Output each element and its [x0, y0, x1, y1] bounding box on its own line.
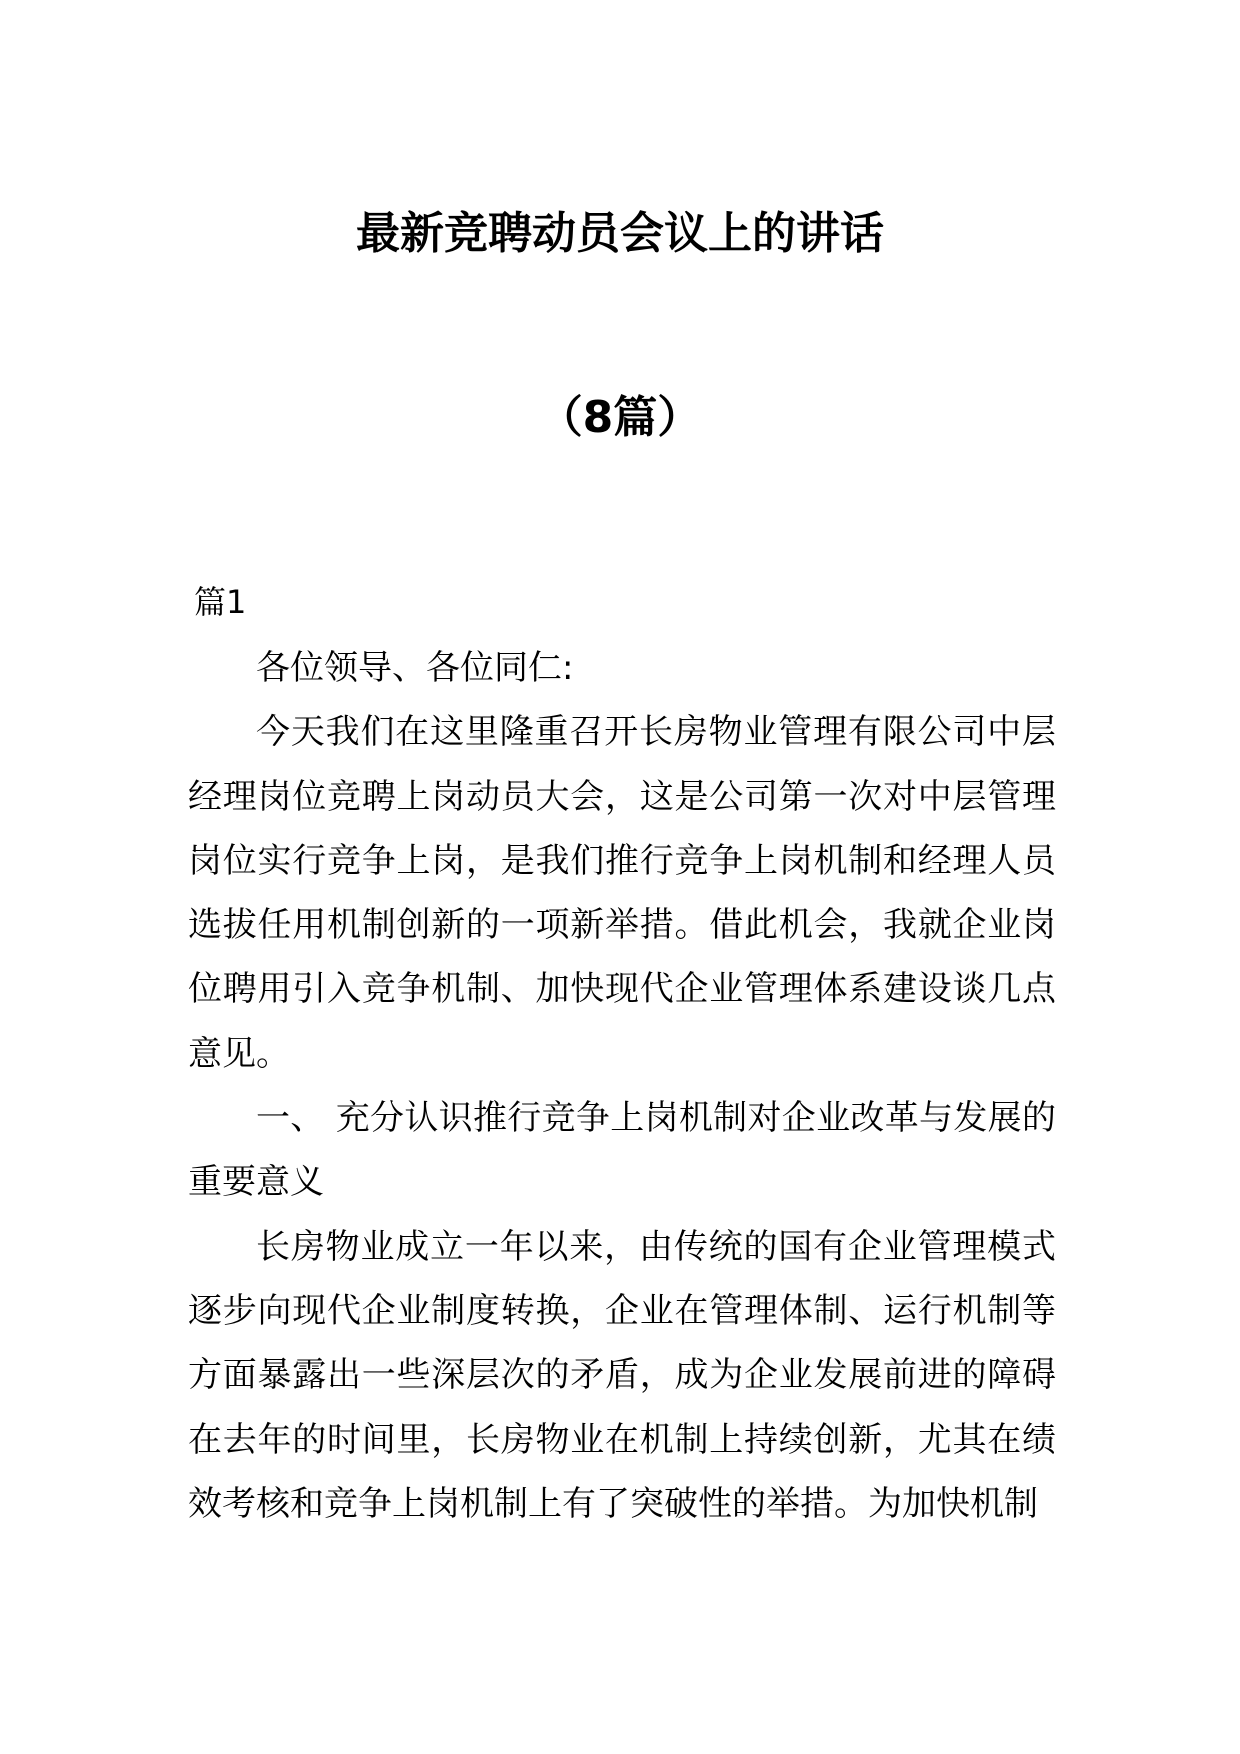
paragraph-heading-one: 一、 充分认识推行竞争上岗机制对企业改革与发展的重要意义 [188, 1098, 1056, 1203]
document-subtitle: （8篇） [538, 392, 702, 443]
paragraph-salutation: 各位领导、各位同仁: [256, 648, 574, 688]
document-title: 最新竞聘动员会议上的讲话 [356, 208, 884, 259]
section-label: 篇1 [194, 583, 247, 621]
paragraph-background: 长房物业成立一年以来，由传统的国有企业管理模式逐步向现代企业制度转换，企业在管理体制、运行机制等方面暴露出一些深层次的矛盾，成为企业发展前进的障碍在去年的时间里，长房物业在机制上持续创新，尤其在绩效考核和竞争上岗机制上有了突破性的举措。为加快机制 [188, 1226, 1056, 1524]
body-text [188, 636, 1056, 1536]
paragraph-intro: 今天我们在这里隆重召开长房物业管理有限公司中层经理岗位竞聘上岗动员大会，这是公司第一次对中层管理岗位实行竞争上岗，是我们推行竞争上岗机制和经理人员选拔任用机制创新的一项新举措。借此机会，我就企业岗位聘用引入竞争机制、加快现代企业管理体系建设谈几点意见。 [188, 712, 1056, 1074]
